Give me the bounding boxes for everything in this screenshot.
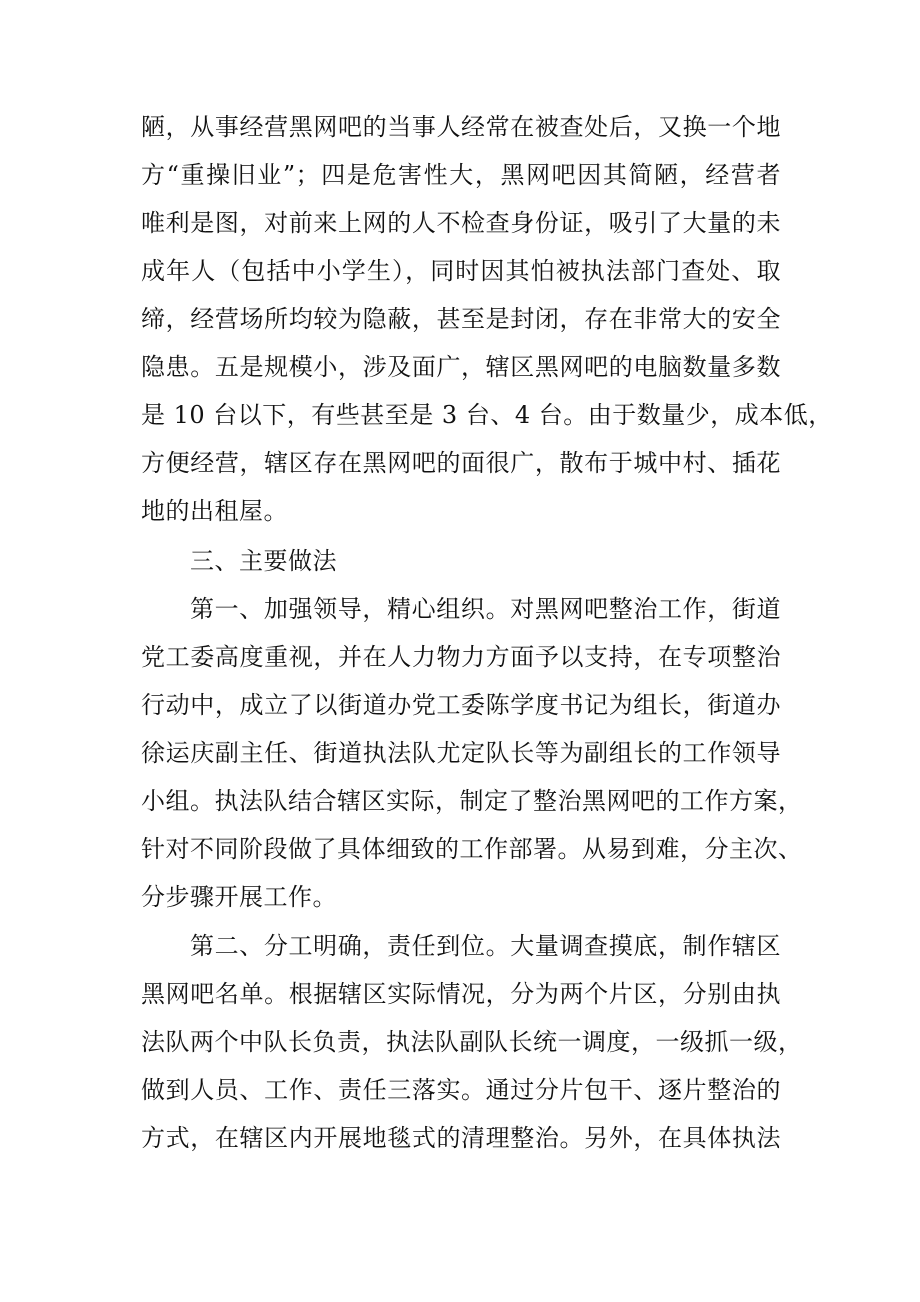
text-line: 缔，经营场所均较为隐蔽，甚至是封闭，存在非常大的安全 [141, 305, 781, 333]
text-line: 行动中，成立了以街道办党工委陈学度书记为组长，街道办 [141, 691, 781, 719]
text-line: 是 10 台以下，有些甚至是 3 台、4 台。由于数量少，成本低， [141, 401, 833, 429]
text-line: 党工委高度重视，并在人力物力方面予以支持，在专项整治 [141, 643, 781, 671]
text-line: 小组。执法队结合辖区实际，制定了整治黑网吧的工作方案， [141, 787, 803, 815]
text-line: 针对不同阶段做了具体细致的工作部署。从易到难，分主次、 [141, 835, 803, 863]
text-line: 第二、分工明确，责任到位。大量调查摸底，制作辖区 [190, 932, 781, 960]
text-line: 地的出租屋。 [141, 497, 288, 525]
text-line: 方“重操旧业”；四是危害性大，黑网吧因其简陋，经营者 [141, 161, 781, 189]
text-line: 分步骤开展工作。 [141, 883, 337, 911]
text-line: 唯利是图，对前来上网的人不检查身份证，吸引了大量的未 [141, 209, 781, 237]
text-line: 法队两个中队长负责，执法队副队长统一调度，一级抓一级， [141, 1028, 803, 1056]
text-line: 方式，在辖区内开展地毯式的清理整治。另外，在具体执法 [141, 1124, 781, 1152]
text-line: 徐运庆副主任、街道执法队尤定队长等为副组长的工作领导 [141, 739, 781, 767]
text-line: 隐患。五是规模小，涉及面广，辖区黑网吧的电脑数量多数 [141, 353, 781, 381]
text-line: 成年人（包括中小学生），同时因其怕被执法部门查处、取 [141, 257, 781, 285]
text-line: 陋，从事经营黑网吧的当事人经常在被查处后，又换一个地 [141, 113, 781, 141]
text-line: 方便经营，辖区存在黑网吧的面很广，散布于城中村、插花 [141, 449, 781, 477]
text-line: 做到人员、工作、责任三落实。通过分片包干、逐片整治的 [141, 1076, 781, 1104]
text-line: 黑网吧名单。根据辖区实际情况，分为两个片区，分别由执 [141, 980, 781, 1008]
text-line: 第一、加强领导，精心组织。对黑网吧整治工作，街道 [190, 595, 781, 623]
section-heading: 三、主要做法 [190, 547, 337, 575]
